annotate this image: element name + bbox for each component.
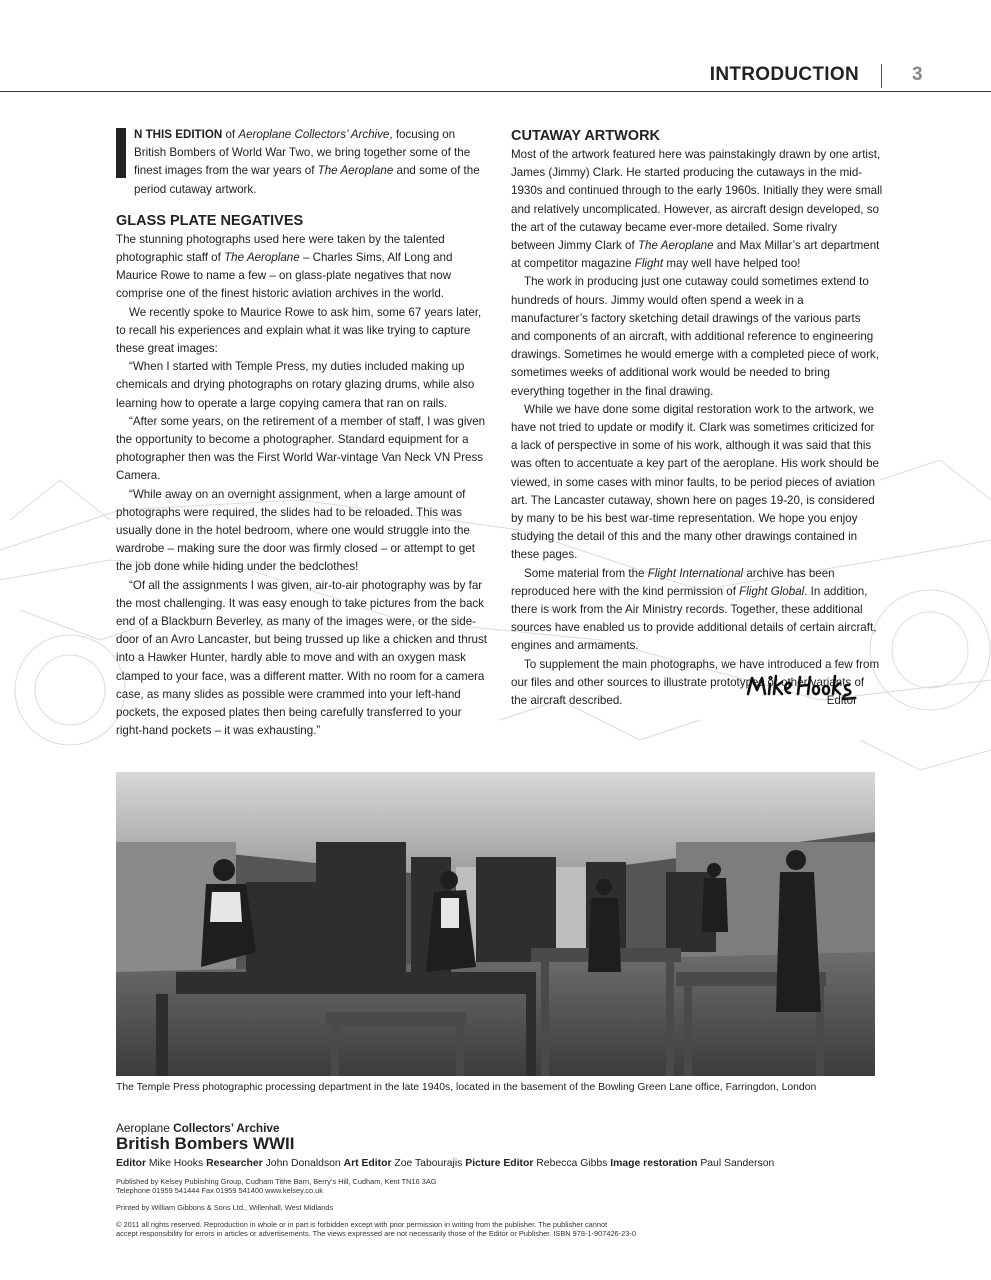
cutaway-paragraph-2: The work in producing just one cutaway could sometimes extend to hundreds of hours. Jimmy would often spend a week in a manufacturer’s factory sketching detail drawings of the various parts and components of an aircraft, with additional reference to engineering drawings. Sometimes he would emerge with a completed piece of work, sometimes weeks of additional work would be needed to bring everything together in the final drawing.	[511, 275, 879, 398]
left-column	[116, 126, 488, 741]
section-title: INTRODUCTION	[709, 64, 859, 85]
header-separator	[881, 64, 882, 88]
copyright-line-1: © 2011 all rights reserved. Reproduction in whole or in part is forbidden except with prior permission in writing from the publisher. The publisher cannot	[116, 1220, 608, 1229]
intro-text-3: and some of the period cutaway artwork.	[134, 164, 480, 196]
intro-lead: N THIS EDITION	[134, 128, 223, 141]
intro-paragraph	[116, 126, 488, 199]
glass-paragraph-5: “While away on an overnight assignment, when a large amount of photographs were required, the slides had to be reloaded. This was usually done in the hotel bedroom, where one would struggle into the wardrobe – making sure the door was firmly closed – or attempt to get the job done while hiding under the bedclothes!	[116, 487, 475, 574]
brand-light: Aeroplane	[116, 1121, 170, 1135]
brand-bold: Collectors’ Archive	[173, 1121, 280, 1135]
cutaway-paragraph-5: To supplement the main photographs, we have introduced a few from our files and other sources to illustrate prototypes or other variants of the aircraft described.	[511, 657, 880, 708]
cutaway-paragraph-3: While we have done some digital restoration work to the artwork, we have not tried to update or modify it. Clark was sometimes criticized for a lack of perspective in some of his work, although it was said that this was often to accentuate a key part of the aeroplane. His work should be viewed, in some cases with minor faults, to be period pieces of aviation art. The Lancaster cutaway, shown here on pages 19-20, is considered by many to be his best war-time representation. We hope you enjoy studying the detail of this and the many other drawings contained in these pages.	[511, 402, 879, 562]
right-column	[511, 126, 883, 710]
publisher-contact: Telephone 01959 541444 Fax 01959 541400 www.kelsey.co.uk	[116, 1186, 323, 1195]
intro-title-1: Aeroplane Collectors’ Archive	[238, 128, 390, 141]
cutaway-paragraph-4: Some material from the Flight International archive has been reproduced here with the kind permission of Flight Global. In addition, there is work from the Air Ministry records. Together, these additional sources have enabled us to provide additional details of certain aircraft, engines and armaments.	[511, 566, 877, 653]
cutaway-heading: CUTAWAY ARTWORK	[511, 128, 661, 144]
printer-line: Printed by William Gibbons & Sons Ltd., Willenhall, West Midlands	[116, 1203, 334, 1212]
page-number: 3	[912, 64, 923, 85]
photo-illustration	[116, 772, 875, 1076]
publisher-address: Published by Kelsey Publishing Group, Cudham Tithe Barn, Berry’s Hill, Cudham, Kent TN16 3AG	[116, 1177, 437, 1186]
intro-text-2: , focusing on British Bombers of World War Two, we bring together some of the finest images from the war years of	[134, 128, 471, 178]
glass-paragraph-1: The stunning photographs used here were taken by the talented photographic staff of The Aeroplane – Charles Sims, Alf Long and Maurice Rowe to name a few – on glass-plate negatives that now comprise one of the finest historic aviation archives in the world.	[116, 232, 453, 301]
intro-title-2: The Aeroplane	[317, 164, 394, 178]
glass-paragraph-2: We recently spoke to Maurice Rowe to ask him, some 67 years later, to recall his experiences and explain what it was like trying to capture these great images:	[116, 305, 482, 356]
header-rule	[0, 91, 991, 92]
glass-paragraph-4: “After some years, on the retirement of a member of staff, I was given the opportunity to become a photographer. Standard equipment for a photographer then was the First World War-vintage Van Neck VN Press Camera.	[116, 414, 486, 483]
drop-cap	[116, 128, 126, 178]
glass-paragraph-3: “When I started with Temple Press, my duties included making up chemicals and drying photographs on rotary glazing drums, while also learning how to operate a large copying camera that ran on rails.	[116, 360, 475, 410]
brand-line	[116, 1121, 280, 1135]
credits-line: Editor Mike Hooks Researcher John Donaldson Art Editor Zoe Tabourajis Picture Editor Rebecca Gibbs Image restoration Paul Sanderson	[116, 1158, 775, 1169]
cutaway-paragraph-1: Most of the artwork featured here was painstakingly drawn by one artist, James (Jimmy) Clark. He started producing the cutaways in the mid-1930s and continued through to the early 1960s. Initially they were small and relatively uncomplicated. However, as aircraft design developed, so the art of the cutaway became ever-more detailed. Some rivalry between Jimmy Clark of The Aeroplane and Max Millar’s art department at competitor magazine Flight may well have helped too!	[511, 148, 883, 271]
glass-paragraph-6: “Of all the assignments I was given, air-to-air photography was by far the most challenging. It was easy enough to take pictures from the back end of a Blackburn Beverley, as many of the images were, or the side-door of an Avro Lancaster, but being trussed up like a chicken and thrust into a Hawker Hunter, hardly able to move and with an oxygen mask clamped to your face, was a different matter. With no room for a camera case, as many slides as possible were crammed into your left-hand pockets, the exposed plates then being carefully transferred to your right-hand pockets – it was exhausting.”	[116, 578, 488, 738]
editor-role: Editor	[826, 694, 857, 707]
intro-text-1: of	[222, 128, 239, 141]
photo-caption: The Temple Press photographic processing department in the late 1940s, located in the basement of the Bowling Green Lane office, Farringdon, London	[116, 1082, 817, 1093]
copyright-line-2: accept responsibility for errors in articles or advertisements. The views expressed are not necessarily those of the Editor or Publisher. ISBN 978-1-907426-23-0	[116, 1229, 636, 1238]
processing-department-photo	[116, 772, 875, 1076]
glass-heading: GLASS PLATE NEGATIVES	[116, 212, 304, 229]
publication-title: British Bombers WWII	[116, 1134, 295, 1153]
